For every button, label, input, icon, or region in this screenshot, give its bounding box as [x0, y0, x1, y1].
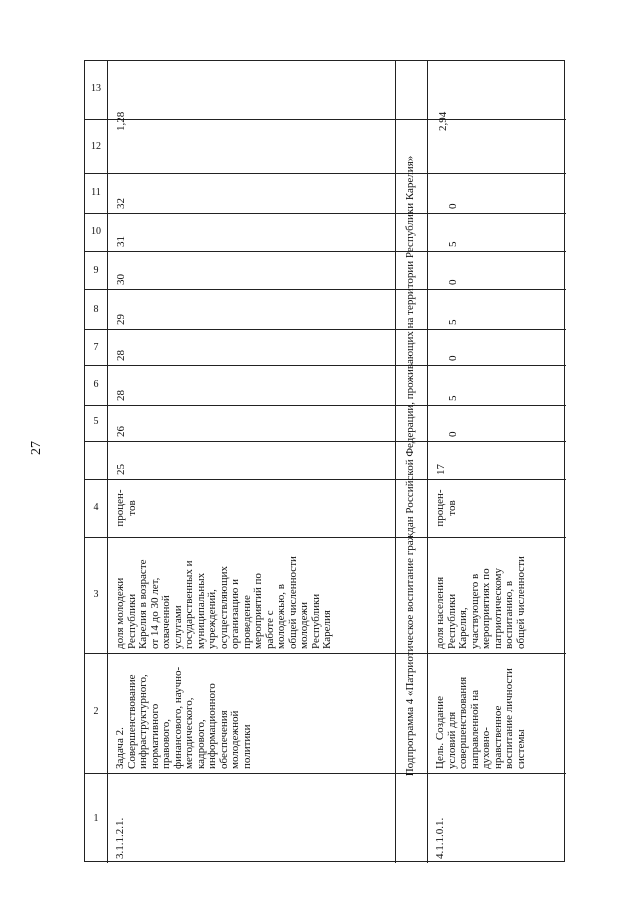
- row2-v8: 0: [447, 355, 459, 361]
- row2-unit-line: тов: [445, 500, 458, 516]
- row1-v8: 28: [115, 350, 127, 361]
- row2-task: [435, 668, 527, 769]
- row2-v6: 0: [447, 431, 459, 437]
- header-6: 6: [93, 379, 99, 390]
- row2-v12: 0: [447, 203, 459, 209]
- header-2: 2: [93, 706, 99, 717]
- row1-v7: 28: [115, 390, 127, 401]
- row-sep-11: [85, 213, 566, 214]
- row1-task-line: финансового, научно-: [171, 666, 184, 769]
- row2-task-line: направленной на: [468, 690, 481, 769]
- header-4: 4: [93, 502, 99, 513]
- row2-indicator-line: патриотическому: [491, 568, 504, 649]
- row-sep-7: [85, 365, 566, 366]
- row1-indicator-line: доля молодежи: [114, 577, 126, 649]
- row-sep-8: [85, 329, 566, 330]
- header-10: 10: [91, 226, 101, 237]
- row2-v5: 17: [435, 464, 447, 475]
- row2-indicator-line: участвующего в: [468, 573, 481, 649]
- row1-v11: 31: [115, 236, 127, 247]
- row2-indicator-line: мероприятиях по: [480, 568, 492, 649]
- header-12: 12: [91, 141, 101, 152]
- row1-indicator-line: Карелия: [321, 610, 333, 649]
- header-1: 1: [93, 813, 99, 824]
- row2-unit-line: процен-: [434, 489, 446, 527]
- row2-v10: 0: [447, 279, 459, 285]
- row-sep-13: [85, 119, 566, 120]
- row1-indicator-line: государственных и: [183, 560, 195, 649]
- row2-task-line: Цель. Создание: [434, 696, 446, 769]
- subprogram-sep: [427, 61, 428, 863]
- row1-task-line: молодежной: [229, 710, 241, 769]
- row2-indicator-line: доля населения: [434, 576, 446, 649]
- row2-v7: 5: [447, 395, 459, 401]
- row1-indicator-line: учреждений,: [206, 589, 218, 649]
- header-5: 5: [93, 416, 99, 427]
- row-sep-10: [85, 251, 566, 252]
- row1-task-line: Задача 2.: [114, 727, 126, 769]
- row1-indicator-line: молодежью, в: [275, 584, 287, 649]
- row1-task-line: информационного: [206, 683, 218, 769]
- row1-indicator-line: молодежи: [298, 602, 310, 649]
- row1-task-line: нормативного: [148, 703, 161, 769]
- subprogram-title: Подпрограмма 4 «Патриотическое воспитание граждан Российской Федерации, проживающих на территории Республики Карелия»: [404, 155, 416, 777]
- row1-unit-line: процен-: [114, 489, 126, 527]
- row1-task-line: инфраструктурного,: [137, 674, 149, 769]
- row-sep-6: [85, 405, 566, 406]
- row1-v6: 26: [115, 426, 127, 437]
- row1-task-line: методического,: [183, 697, 195, 769]
- indicator-table: [84, 60, 565, 862]
- header-13: 13: [91, 83, 101, 94]
- row-sep-1: [85, 773, 566, 774]
- row1-indicator: [115, 556, 334, 649]
- row1-indicator-line: услугами: [171, 605, 184, 649]
- row1-indicator-line: Республики: [309, 593, 322, 649]
- row-sep-9: [85, 289, 566, 290]
- row1-task-line: Совершенствование: [125, 674, 138, 769]
- row1-indicator-line: проведение: [240, 595, 253, 649]
- row2-task-line: системы: [514, 729, 527, 769]
- row2-unit: [435, 483, 458, 533]
- row-sep-12: [85, 173, 566, 174]
- row1-indicator-line: осуществляющих: [217, 566, 230, 649]
- row2-v13: 2,94: [437, 111, 449, 131]
- row1-v10: 30: [115, 274, 127, 285]
- row1-task-line: правового,: [160, 719, 172, 769]
- row1-task-line: кадрового,: [194, 719, 207, 769]
- row1-indicator-line: общей численности: [286, 556, 299, 649]
- row2-indicator-line: воспитанию, в: [503, 580, 515, 649]
- row2-task-line: нравственное: [491, 705, 504, 769]
- row2-task-line: духовно-: [480, 727, 492, 769]
- row2-v9: 5: [447, 319, 459, 325]
- row-sep-4: [85, 479, 566, 480]
- row2-v11: 5: [447, 241, 459, 247]
- row2-code: 4.1.1.0.1.: [434, 817, 446, 859]
- header-7: 7: [93, 342, 99, 353]
- row1-v9: 29: [115, 314, 127, 325]
- header-3: 3: [93, 589, 99, 600]
- row-sep-3: [85, 537, 566, 538]
- row1-code: 3.1.1.2.1.: [114, 817, 126, 859]
- row-sep-5: [85, 441, 566, 442]
- row1-unit: [115, 483, 138, 533]
- row2-task-line: условий для: [445, 711, 458, 769]
- row1-sep: [395, 61, 396, 863]
- row1-indicator-line: работе с: [263, 610, 276, 649]
- row1-v12: 32: [115, 198, 127, 209]
- header-8: 8: [93, 304, 99, 315]
- row1-task-line: обеспечения: [217, 710, 230, 769]
- header-9: 9: [93, 265, 99, 276]
- header-11: 11: [91, 187, 101, 198]
- header-sep: [107, 61, 108, 863]
- row1-v5: 25: [115, 464, 127, 475]
- row2-indicator-line: общей численности: [514, 556, 527, 649]
- row2-indicator-line: Республики: [445, 593, 458, 649]
- row-sep-2: [85, 653, 566, 654]
- row1-task: [115, 667, 253, 769]
- row1-indicator-line: от 14 до 30 лет,: [148, 577, 161, 649]
- row1-unit-line: тов: [125, 500, 138, 516]
- row1-task-line: политики: [240, 724, 253, 769]
- row1-indicator-line: Республики: [125, 593, 138, 649]
- row1-indicator-line: мероприятий по: [252, 573, 264, 649]
- row1-indicator-line: Карелия в возрасте: [137, 559, 149, 649]
- row2-task-line: воспитание личности: [503, 668, 515, 769]
- row2-task-line: совершенствования: [457, 676, 469, 769]
- row1-indicator-line: организацию и: [229, 578, 241, 649]
- row1-v13: 1,28: [115, 111, 127, 131]
- row2-indicator: [435, 556, 527, 649]
- row2-indicator-line: Карелия,: [457, 607, 469, 649]
- row1-indicator-line: охваченной: [160, 595, 172, 649]
- page-number: 27: [29, 441, 44, 455]
- row1-indicator-line: муниципальных: [194, 572, 207, 649]
